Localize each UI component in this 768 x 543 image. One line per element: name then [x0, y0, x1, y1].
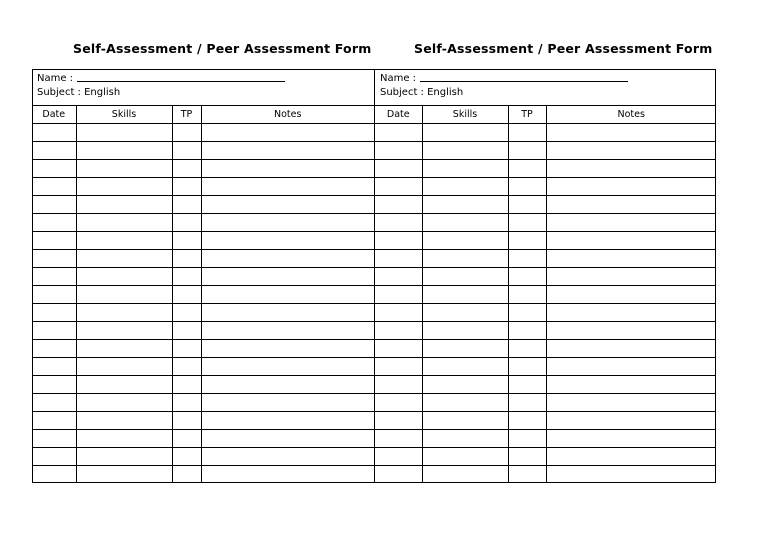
table-row	[32, 412, 374, 430]
table-cell[interactable]	[375, 160, 422, 178]
table-cell[interactable]	[546, 214, 716, 232]
table-cell[interactable]	[76, 160, 172, 178]
table-row	[32, 178, 374, 196]
table-row	[375, 232, 716, 250]
table-cell[interactable]	[201, 466, 374, 484]
table-row	[32, 160, 374, 178]
table-cell[interactable]	[32, 268, 76, 286]
table-row	[375, 340, 716, 358]
table-row	[375, 322, 716, 340]
table-cell[interactable]	[201, 250, 374, 268]
table-row	[375, 412, 716, 430]
table-cell[interactable]	[546, 376, 716, 394]
column-header-skills: Skills	[422, 106, 508, 124]
table-cell[interactable]	[508, 268, 546, 286]
table-cell[interactable]	[32, 412, 76, 430]
table-cell[interactable]	[546, 160, 716, 178]
table-cell[interactable]	[375, 268, 422, 286]
table-cell[interactable]	[375, 124, 422, 142]
table-cell[interactable]	[172, 286, 201, 304]
form-panel-left	[32, 69, 374, 483]
table-cell[interactable]	[172, 178, 201, 196]
table-cell[interactable]	[172, 340, 201, 358]
table-cell[interactable]	[32, 124, 76, 142]
table-cell[interactable]	[422, 124, 508, 142]
table-cell[interactable]	[76, 250, 172, 268]
table-cell[interactable]	[508, 466, 546, 484]
table-cell[interactable]	[422, 196, 508, 214]
table-cell[interactable]	[76, 178, 172, 196]
table-cell[interactable]	[32, 196, 76, 214]
table-row	[375, 268, 716, 286]
table-cell[interactable]	[201, 232, 374, 250]
table-cell[interactable]	[201, 178, 374, 196]
table-cell[interactable]	[422, 232, 508, 250]
table-cell[interactable]	[546, 142, 716, 160]
table-cell[interactable]	[508, 196, 546, 214]
table-row	[375, 196, 716, 214]
table-cell[interactable]	[32, 232, 76, 250]
table-cell[interactable]	[375, 250, 422, 268]
table-cell[interactable]	[546, 448, 716, 466]
table-cell[interactable]	[375, 412, 422, 430]
table-cell[interactable]	[375, 430, 422, 448]
table-row	[32, 340, 374, 358]
table-cell[interactable]	[422, 358, 508, 376]
table-cell[interactable]	[172, 124, 201, 142]
table-cell[interactable]	[422, 322, 508, 340]
table-row	[32, 304, 374, 322]
table-cell[interactable]	[32, 358, 76, 376]
table-cell[interactable]	[375, 304, 422, 322]
table-cell[interactable]	[375, 394, 422, 412]
table-row	[32, 196, 374, 214]
table-row	[375, 178, 716, 196]
table-cell[interactable]	[508, 448, 546, 466]
table-cell[interactable]	[375, 466, 422, 484]
table-cell[interactable]	[172, 376, 201, 394]
table-cell[interactable]	[32, 448, 76, 466]
table-cell[interactable]	[201, 376, 374, 394]
table-cell[interactable]	[76, 196, 172, 214]
table-cell[interactable]	[375, 376, 422, 394]
table-cell[interactable]	[546, 358, 716, 376]
table-cell[interactable]	[422, 394, 508, 412]
table-row	[32, 142, 374, 160]
table-row	[32, 448, 374, 466]
table-cell[interactable]	[76, 358, 172, 376]
table-cell[interactable]	[32, 304, 76, 322]
table-cell[interactable]	[201, 358, 374, 376]
table-cell[interactable]	[546, 304, 716, 322]
table-cell[interactable]	[422, 448, 508, 466]
table-cell[interactable]	[201, 304, 374, 322]
table-cell[interactable]	[508, 214, 546, 232]
table-row	[32, 466, 374, 484]
table-cell[interactable]	[76, 448, 172, 466]
table-cell[interactable]	[76, 214, 172, 232]
table-cell[interactable]	[508, 430, 546, 448]
table-cell[interactable]	[508, 376, 546, 394]
table-row	[375, 466, 716, 484]
table-cell[interactable]	[172, 394, 201, 412]
table-cell[interactable]	[172, 142, 201, 160]
table-cell[interactable]	[32, 430, 76, 448]
table-cell[interactable]	[422, 340, 508, 358]
table-row	[375, 142, 716, 160]
table-cell[interactable]	[375, 214, 422, 232]
table-cell[interactable]	[172, 196, 201, 214]
student-info	[32, 69, 374, 106]
table-cell[interactable]	[546, 250, 716, 268]
table-cell[interactable]	[32, 142, 76, 160]
table-cell[interactable]	[172, 232, 201, 250]
form-title-left: Self-Assessment / Peer Assessment Form	[73, 41, 372, 56]
table-cell[interactable]	[422, 160, 508, 178]
table-cell[interactable]	[508, 358, 546, 376]
table-cell[interactable]	[172, 358, 201, 376]
table-row	[32, 394, 374, 412]
table-cell[interactable]	[508, 250, 546, 268]
table-cell[interactable]	[76, 304, 172, 322]
table-cell[interactable]	[76, 142, 172, 160]
table-cell[interactable]	[172, 466, 201, 484]
name-underline	[420, 71, 628, 82]
table-row	[375, 250, 716, 268]
table-cell[interactable]	[172, 268, 201, 286]
table-cell[interactable]	[508, 142, 546, 160]
table-row	[375, 304, 716, 322]
table-cell[interactable]	[375, 142, 422, 160]
table-cell[interactable]	[375, 196, 422, 214]
table-cell[interactable]	[546, 394, 716, 412]
table-cell[interactable]	[508, 178, 546, 196]
table-row	[375, 214, 716, 232]
form-panel-right	[374, 69, 716, 483]
table-cell[interactable]	[201, 124, 374, 142]
table-row	[32, 232, 374, 250]
table-row	[375, 124, 716, 142]
table-row	[32, 322, 374, 340]
table-cell[interactable]	[32, 160, 76, 178]
table-cell[interactable]	[546, 286, 716, 304]
table-cell[interactable]	[32, 178, 76, 196]
table-body	[32, 124, 374, 484]
name-underline	[77, 71, 285, 82]
table-cell[interactable]	[201, 142, 374, 160]
table-cell[interactable]	[76, 412, 172, 430]
table-row	[32, 250, 374, 268]
table-cell[interactable]	[172, 412, 201, 430]
table-row	[32, 268, 374, 286]
table-row	[375, 358, 716, 376]
table-row	[375, 430, 716, 448]
table-cell[interactable]	[422, 250, 508, 268]
table-cell[interactable]	[172, 214, 201, 232]
table-cell[interactable]	[546, 430, 716, 448]
table-cell[interactable]	[375, 286, 422, 304]
table-cell[interactable]	[508, 286, 546, 304]
table-row	[32, 358, 374, 376]
table-row	[375, 160, 716, 178]
table-cell[interactable]	[546, 268, 716, 286]
column-header-notes: Notes	[201, 106, 374, 124]
table-cell[interactable]	[201, 340, 374, 358]
table-cell[interactable]	[201, 286, 374, 304]
table-cell[interactable]	[32, 250, 76, 268]
column-header-skills: Skills	[76, 106, 172, 124]
table-cell[interactable]	[375, 340, 422, 358]
table-cell[interactable]	[76, 124, 172, 142]
student-info	[375, 69, 716, 106]
form-title-right: Self-Assessment / Peer Assessment Form	[414, 41, 713, 56]
column-header-tp: TP	[508, 106, 546, 124]
table-cell[interactable]	[508, 322, 546, 340]
table-row	[32, 430, 374, 448]
table-row	[32, 124, 374, 142]
table-cell[interactable]	[508, 394, 546, 412]
table-cell[interactable]	[201, 322, 374, 340]
table-cell[interactable]	[422, 268, 508, 286]
table-cell[interactable]	[375, 448, 422, 466]
table-cell[interactable]	[32, 394, 76, 412]
column-header-date: Date	[375, 106, 422, 124]
table-cell[interactable]	[172, 250, 201, 268]
table-cell[interactable]	[76, 376, 172, 394]
column-header-date: Date	[32, 106, 76, 124]
table-cell[interactable]	[76, 232, 172, 250]
table-cell[interactable]	[375, 178, 422, 196]
name-field[interactable]	[37, 71, 285, 84]
table-cell[interactable]	[76, 466, 172, 484]
table-cell[interactable]	[32, 466, 76, 484]
table-cell[interactable]	[508, 160, 546, 178]
table-cell[interactable]	[375, 358, 422, 376]
table-cell[interactable]	[172, 322, 201, 340]
table-cell[interactable]	[201, 394, 374, 412]
table-cell[interactable]	[76, 322, 172, 340]
table-cell[interactable]	[375, 322, 422, 340]
assessment-table	[32, 106, 374, 483]
table-cell[interactable]	[422, 142, 508, 160]
name-label: Name :	[380, 73, 417, 84]
name-field[interactable]	[380, 71, 628, 84]
column-header-notes: Notes	[546, 106, 716, 124]
table-row	[375, 376, 716, 394]
table-row	[32, 376, 374, 394]
table-cell[interactable]	[201, 430, 374, 448]
table-row	[375, 448, 716, 466]
subject-label: Subject : English	[37, 87, 121, 98]
table-cell[interactable]	[32, 340, 76, 358]
table-cell[interactable]	[172, 430, 201, 448]
table-cell[interactable]	[172, 448, 201, 466]
table-row	[32, 286, 374, 304]
table-cell[interactable]	[76, 340, 172, 358]
column-header-tp: TP	[172, 106, 201, 124]
table-cell[interactable]	[546, 232, 716, 250]
table-cell[interactable]	[201, 196, 374, 214]
table-row	[375, 394, 716, 412]
table-cell[interactable]	[172, 304, 201, 322]
table-body	[375, 124, 716, 484]
table-cell[interactable]	[201, 412, 374, 430]
table-cell[interactable]	[508, 304, 546, 322]
table-cell[interactable]	[422, 430, 508, 448]
table-cell[interactable]	[32, 214, 76, 232]
table-cell[interactable]	[422, 304, 508, 322]
table-cell[interactable]	[32, 286, 76, 304]
assessment-table	[375, 106, 716, 483]
table-row	[375, 286, 716, 304]
table-cell[interactable]	[508, 124, 546, 142]
table-cell[interactable]	[375, 232, 422, 250]
table-cell[interactable]	[546, 322, 716, 340]
table-cell[interactable]	[422, 214, 508, 232]
table-cell[interactable]	[508, 232, 546, 250]
name-label: Name :	[37, 73, 74, 84]
table-cell[interactable]	[201, 214, 374, 232]
table-cell[interactable]	[32, 322, 76, 340]
table-cell[interactable]	[546, 412, 716, 430]
table-cell[interactable]	[508, 412, 546, 430]
table-cell[interactable]	[422, 412, 508, 430]
table-cell[interactable]	[76, 268, 172, 286]
table-cell[interactable]	[546, 466, 716, 484]
subject-label: Subject : English	[380, 87, 464, 98]
table-cell[interactable]	[422, 466, 508, 484]
table-cell[interactable]	[76, 430, 172, 448]
table-cell[interactable]	[546, 196, 716, 214]
table-cell[interactable]	[422, 376, 508, 394]
table-cell[interactable]	[422, 178, 508, 196]
table-cell[interactable]	[546, 124, 716, 142]
table-cell[interactable]	[508, 340, 546, 358]
table-row	[32, 214, 374, 232]
table-cell[interactable]	[201, 448, 374, 466]
table-cell[interactable]	[546, 178, 716, 196]
table-cell[interactable]	[172, 160, 201, 178]
table-cell[interactable]	[201, 160, 374, 178]
table-cell[interactable]	[76, 286, 172, 304]
table-cell[interactable]	[201, 268, 374, 286]
table-cell[interactable]	[32, 376, 76, 394]
table-cell[interactable]	[76, 394, 172, 412]
table-cell[interactable]	[422, 286, 508, 304]
table-cell[interactable]	[546, 340, 716, 358]
